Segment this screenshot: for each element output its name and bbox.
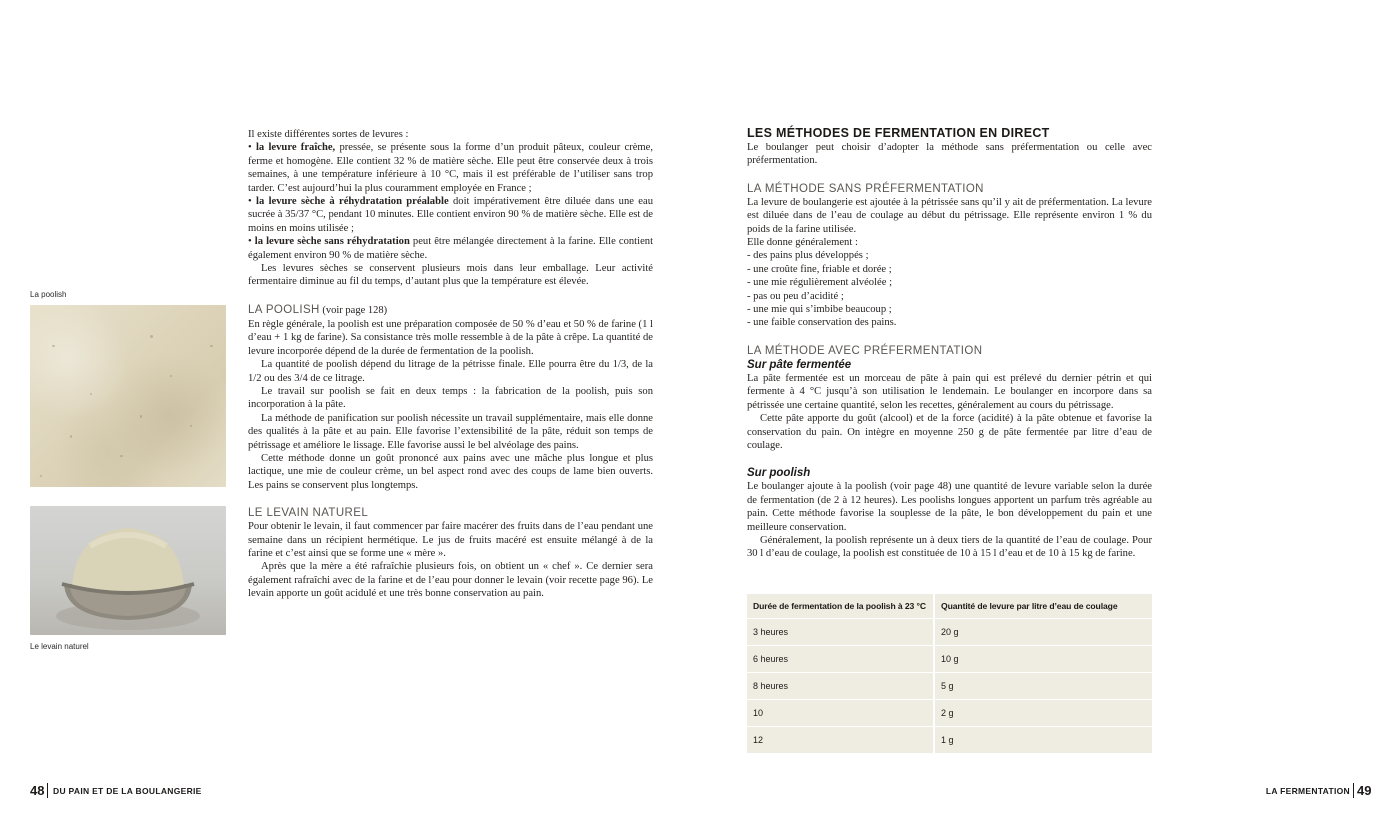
levain-bowl-illustration (30, 506, 226, 635)
yeast-outro: Les levures sèches se conservent plusieurs mois dans leur emballage. Leur activité fermentaire diminue au fil du temps, d’autant plus que la température est élevée. (248, 263, 653, 288)
poolish-paragraph: La méthode de panification sur poolish nécessite un travail supplémentaire, mais elle donne des qualités à la pâte et au pain. Elle favorise l’extensibilité de la pâte, réduit son temps de pétrissage et améliore le lissage. Elle favorise aussi le bel alvéolage des pains. (248, 412, 653, 451)
poolish-paragraph: En règle générale, la poolish est une préparation composée de 50 % d’eau et 50 % de farine (1 l d’eau + 1 kg de farine). Sa consistance très molle ressemble à de la pâte à crêpe. La quantité de levure incorporée dépend de la durée de fermentation de la poolish. (248, 318, 653, 357)
table-cell: 10 (747, 700, 934, 727)
list-item: - une faible conservation des pains. (747, 317, 897, 329)
levain-photo (30, 506, 226, 635)
table-cell: 3 heures (747, 619, 934, 646)
right-page-number: 49 (1357, 783, 1372, 798)
sur-poolish-paragraph: Généralement, la poolish représente un à deux tiers de la quantité de l’eau de coulage. Pour 30 l d’eau de coulage, la poolish est constituée de 10 à 15 l d’eau et de 10 à 15 kg de farine. (747, 534, 1152, 560)
yeast-name: la levure sèche à réhydratation préalable (256, 196, 449, 208)
sur-poolish-subheading: Sur poolish (747, 467, 811, 480)
right-running-title: LA FERMENTATION (1265, 786, 1350, 796)
yeast-name: la levure sèche sans réhydratation (254, 236, 410, 248)
right-text-column (747, 126, 1152, 561)
table-cell: 10 g (934, 646, 1152, 673)
table-row (747, 673, 1152, 700)
poolish-heading: LA POOLISH (voir page 128) (248, 303, 388, 316)
poolish-paragraph: La quantité de poolish dépend du litrage de la pétrisse finale. Elle pourra être du 1/3, de la 1/2 ou des 3/4 de ce litrage. (248, 359, 653, 384)
table-cell: 6 heures (747, 646, 934, 673)
sans-prefermentation-text: La levure de boulangerie est ajoutée à la pétrissée sans qu’il y ait de préfermentation. La levure est diluée dans de l’eau de coulage au début du pétrissage. Elle représente environ 1 % du poids de la farine utilisée. (747, 196, 1152, 235)
main-intro: Le boulanger peut choisir d’adopter la méthode sans préfermentation ou celle avec préfermentation. (747, 142, 1152, 167)
levain-caption: Le levain naturel (30, 642, 89, 651)
yeast-item-rehydration: • la levure sèche à réhydratation préalable doit impérativement être diluée dans une eau sucrée à 35/37 °C, pendant 10 minutes. Elle contient environ 90 % de matière sèche. Elle est de moins en moins utilisée ; (248, 196, 653, 234)
levain-paragraph: Pour obtenir le levain, il faut commencer par faire macérer des fruits dans de l’eau pendant une semaine dans un récipient hermétique. Le jus de fruits macéré est ensuite mélangé à de la farine et c’est ainsi que se forme une « mère ». (248, 521, 653, 559)
pate-paragraph: Cette pâte apporte du goût (alcool) et de la force (acidité) à la pâte obtenue et favorise la conservation du pain. On intègre en moyenne 250 g de pâte fermentée par litre d’eau de coulage. (747, 413, 1152, 451)
left-page-number: 48 (30, 783, 45, 798)
table-cell: 20 g (934, 619, 1152, 646)
table-row (747, 727, 1152, 754)
levain-paragraph: Après que la mère a été rafraîchie plusieurs fois, on obtient un « chef ». Ce dernier sera également rafraîchi avec de la farine et de l’eau pour donner le levain (voir recette page 96). Le levain apporte un goût acidulé et une très bonne conservation au pain. (248, 561, 653, 600)
list-item: - une mie qui s’imbibe beaucoup ; (747, 304, 892, 316)
list-item: - pas ou peu d’acidité ; (747, 290, 844, 302)
footer-divider (47, 783, 48, 798)
yeast-name: la levure fraîche, (255, 142, 336, 154)
list-item: - des pains plus développés ; (747, 250, 869, 262)
left-running-title: DU PAIN ET DE LA BOULANGERIE (53, 786, 202, 796)
sur-poolish-paragraph: Le boulanger ajoute à la poolish (voir page 48) une quantité de levure variable selon la durée de fermentation (de 2 à 12 heures). Les poolishs longues apportent un parfum très agréable au pain. Cette méthode favorise la souplesse de la pâte, le bon développement du pain et une meilleure conservation. (747, 481, 1152, 533)
left-text-column (248, 128, 653, 601)
yeast-item-fresh: • la levure fraîche, pressée, se présente sous la forme d’un produit pâteux, couleur crème, ferme et homogène. Elle contient 32 % de matière sèche. Elle peut être conservée deux à trois semaines, à une température inférieure à 10 °C, mais il est préférable de l’utiliser sans trop tarder. C’est aujourd’hui la plus couramment employée en France ; (248, 142, 654, 194)
table-row (747, 646, 1152, 673)
yeast-intro: Il existe différentes sortes de levures : (248, 129, 409, 140)
table-row (747, 619, 1152, 646)
yeast-item-no-rehydration: • la levure sèche sans réhydratation peut être mélangée directement à la farine. Elle contient également environ 90 % de matière sèche. (248, 236, 654, 261)
list-item: - une croûte fine, friable et dorée ; (747, 263, 892, 275)
avec-prefermentation-heading: LA MÉTHODE AVEC PRÉFERMENTATION (747, 344, 983, 357)
table-cell: 5 g (934, 673, 1152, 700)
pate-paragraph: La pâte fermentée est un morceau de pâte à pain qui est prélevé du dernier pétrin et qui fermente à 4 °C jusqu’à son utilisation le lendemain. Le boulanger en incorpore dans sa pétrissée une certaine quantité, selon les recettes, généralement au cours du pétrissage. (747, 372, 1152, 411)
sans-prefermentation-heading: LA MÉTHODE SANS PRÉFERMENTATION (747, 182, 984, 195)
table-cell: 12 (747, 727, 934, 754)
poolish-caption: La poolish (30, 290, 67, 299)
table-cell: 2 g (934, 700, 1152, 727)
list-item: - une mie régulièrement alvéolée ; (747, 277, 893, 289)
table-header: Quantité de levure par litre d’eau de coulage (934, 594, 1152, 619)
table-cell: 1 g (934, 727, 1152, 754)
table-header: Durée de fermentation de la poolish à 23 °C (747, 594, 934, 619)
pate-fermentee-subheading: Sur pâte fermentée (747, 358, 852, 371)
levain-heading: LE LEVAIN NATUREL (248, 507, 369, 520)
poolish-paragraph: Cette méthode donne un goût prononcé aux pains avec une mâche plus longue et plus lactique, une mie de couleur crème, un bel aspect rond avec des coups de lame bien ouverts. Les pains se conservent plus longtemps. (248, 452, 653, 491)
fermentation-table (747, 594, 1152, 754)
sans-list-intro: Elle donne généralement : (747, 237, 858, 249)
table-row (747, 700, 1152, 727)
main-heading: LES MÉTHODES DE FERMENTATION EN DIRECT (747, 126, 1050, 140)
poolish-paragraph: Le travail sur poolish se fait en deux temps : la fabrication de la poolish, puis son incorporation à la pâte. (248, 385, 653, 411)
footer-divider (1353, 783, 1354, 798)
table-cell: 8 heures (747, 673, 934, 700)
table-header-row (747, 594, 1152, 619)
poolish-photo (30, 305, 226, 487)
